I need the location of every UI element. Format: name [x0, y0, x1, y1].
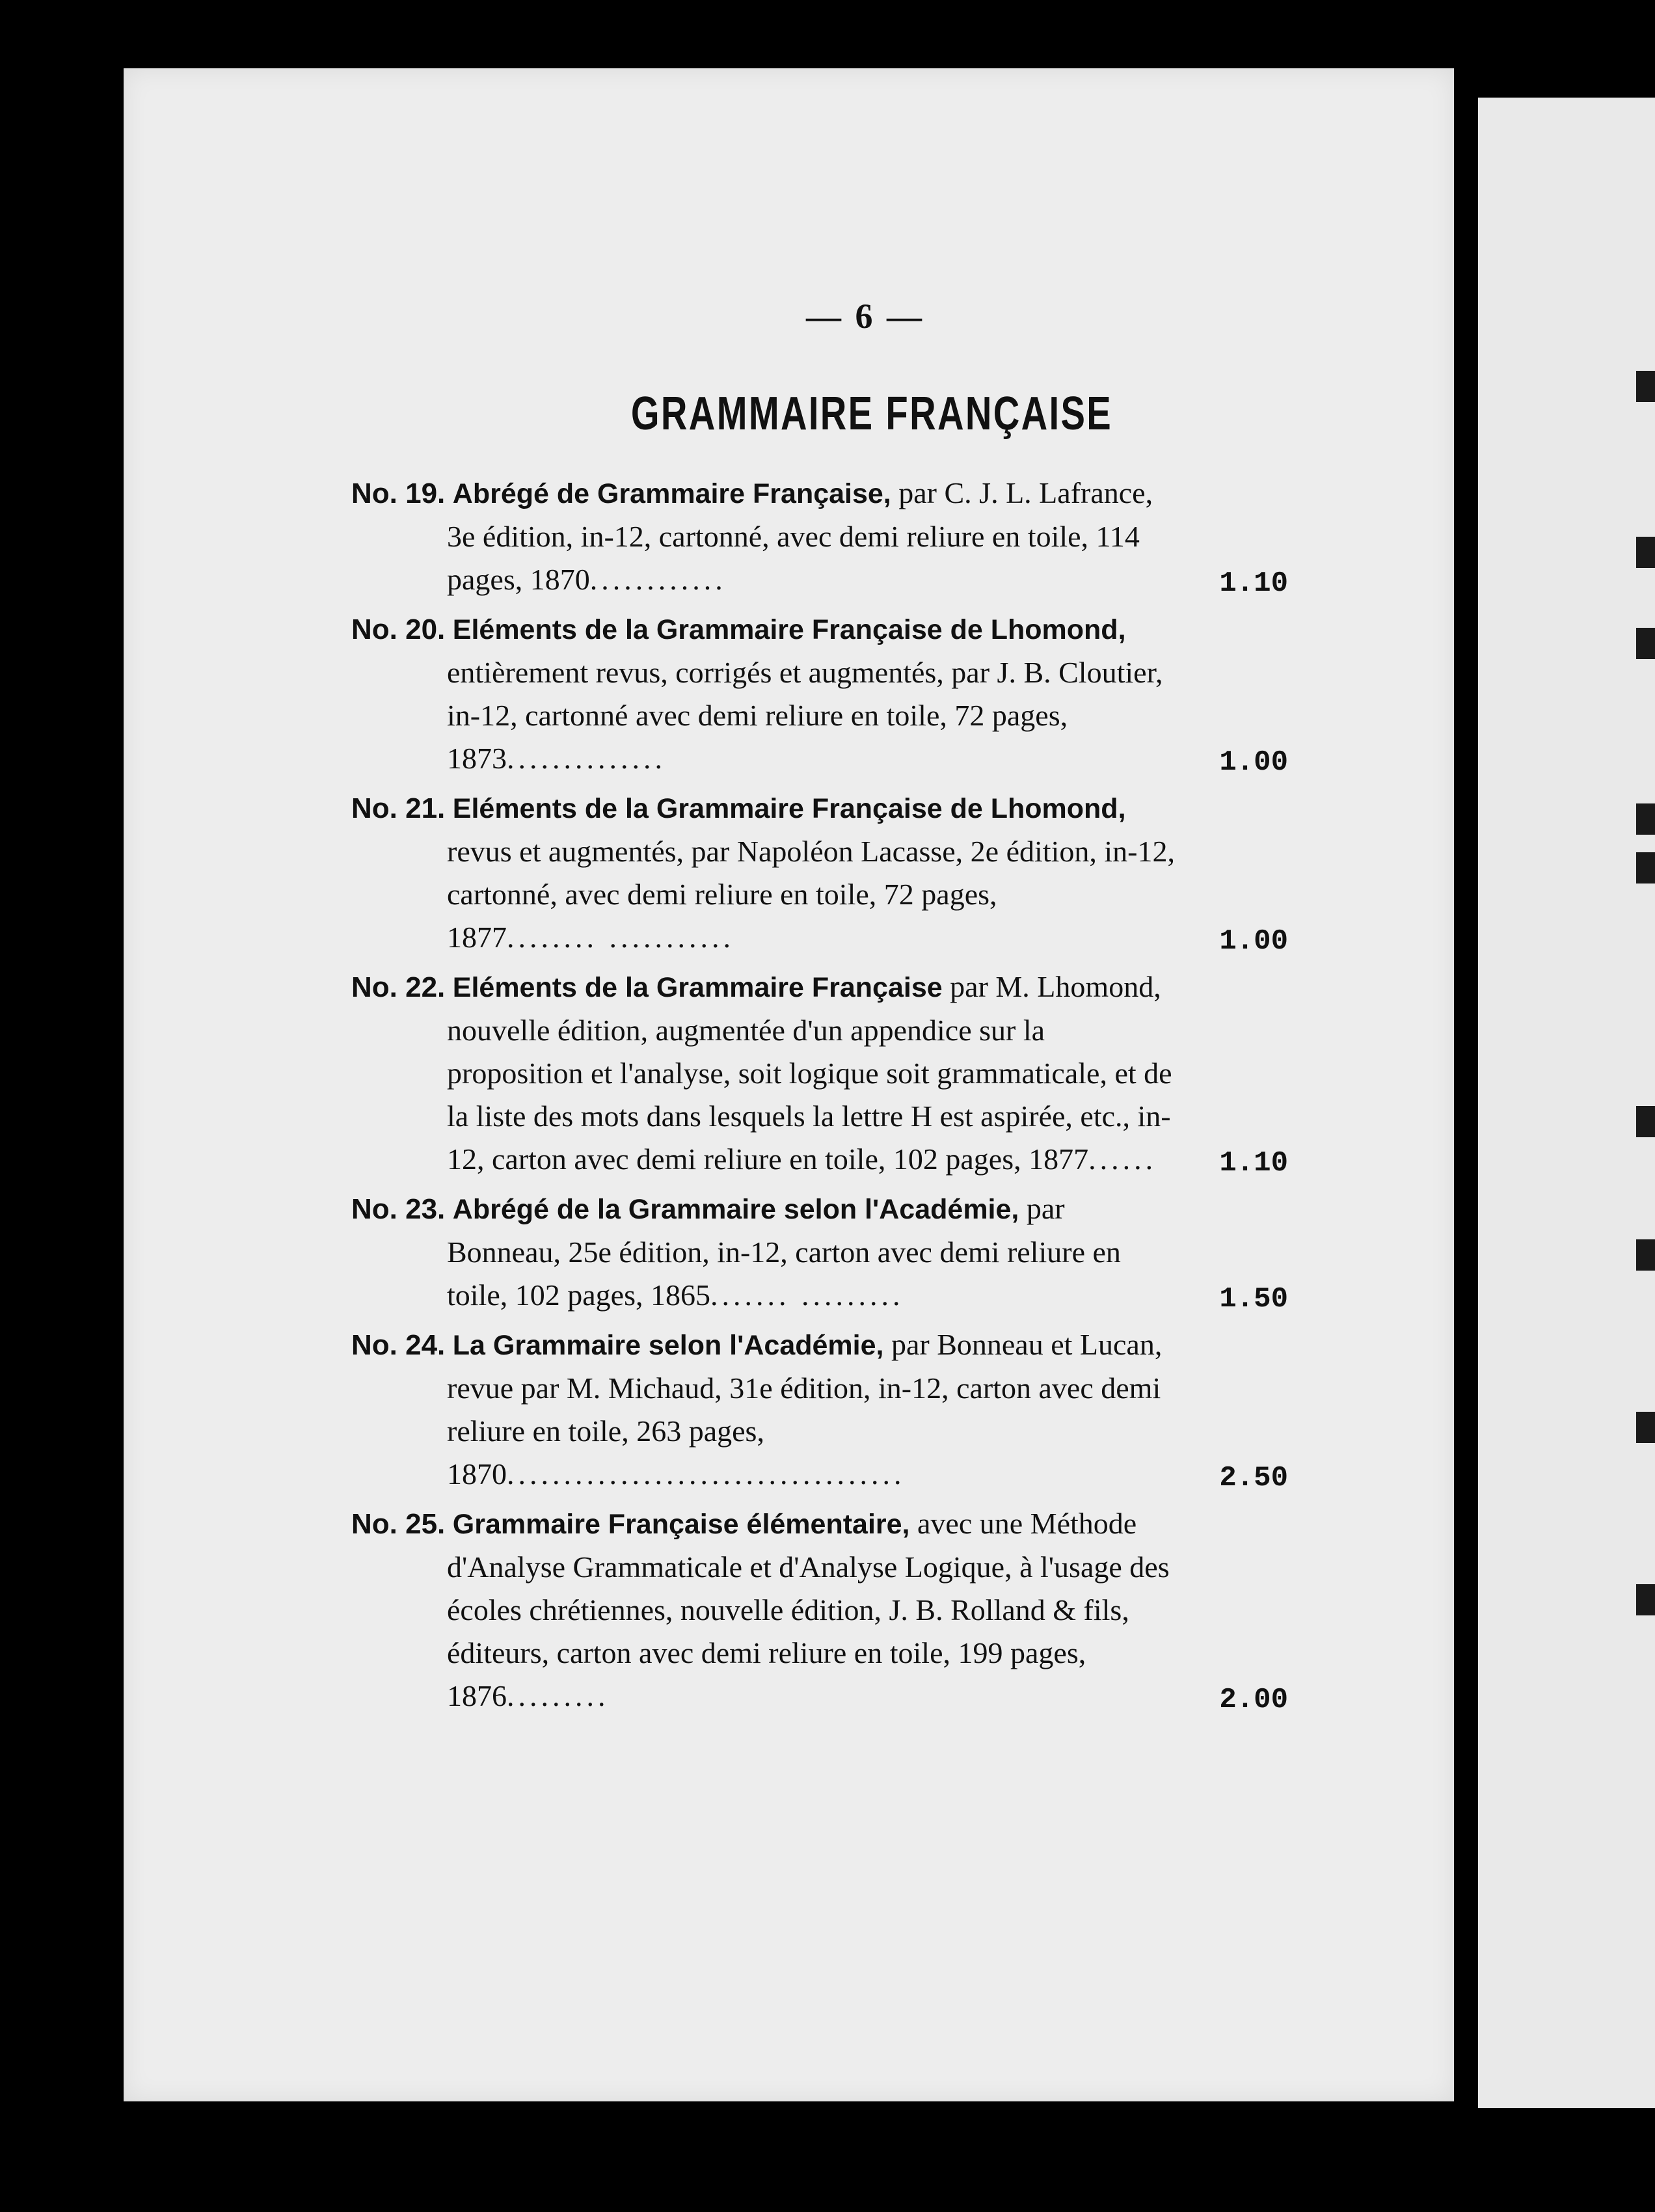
catalog-entries	[351, 472, 1288, 1724]
edge-mark	[1636, 537, 1655, 568]
entry-price: 1.10	[1219, 567, 1288, 600]
catalog-entry	[351, 787, 1288, 959]
entry-number: No. 24.	[351, 1329, 446, 1361]
entry-number: No. 19.	[351, 478, 446, 509]
entry-number: No. 25.	[351, 1508, 446, 1540]
entry-title: Eléments de la Grammaire Française de Lhomond,	[452, 614, 1126, 645]
entry-title: Eléments de la Grammaire Française de Lhomond,	[452, 793, 1126, 824]
section-title: GRAMMAIRE FRANÇAISE	[630, 388, 1113, 440]
entry-description: par C. J. L. Lafrance, 3e édition, in-12, cartonné, avec demi reliure en toile, 114 pages, 1870	[447, 476, 1153, 596]
edge-mark	[1636, 371, 1655, 402]
entry-title: Abrégé de Grammaire Française,	[452, 478, 891, 509]
entry-price: 1.00	[1219, 746, 1288, 779]
entry-title: Grammaire Française élémentaire,	[452, 1509, 910, 1540]
entry-price: 2.00	[1219, 1684, 1288, 1716]
entry-number: No. 21.	[351, 792, 446, 824]
dot-leader: ........ ...........	[507, 921, 734, 954]
entry-number: No. 23.	[351, 1193, 446, 1225]
edge-mark	[1636, 1412, 1655, 1443]
dot-leader: ...................................	[507, 1457, 906, 1490]
dot-leader: ..............	[507, 742, 666, 775]
entry-title: Eléments de la Grammaire Française	[452, 972, 943, 1003]
catalog-entry	[351, 1323, 1288, 1496]
entry-description: par M. Lhomond, nouvelle édition, augmentée d'un appendice sur la proposition et l'analyse, soit logique soit grammaticale, et de la liste des mots dans lesquels la lettre H est aspirée, etc., in-12, carton avec demi reliure en toile, 102 pages, 1877	[447, 970, 1172, 1176]
entry-price: 1.00	[1219, 925, 1288, 958]
entry-number: No. 22.	[351, 971, 446, 1003]
entry-title: Abrégé de la Grammaire selon l'Académie,	[452, 1194, 1019, 1225]
catalog-entry	[351, 608, 1288, 780]
entry-description: entièrement revus, corrigés et augmentés, par J. B. Cloutier, in-12, cartonné avec demi reliure en toile, 72 pages, 1873	[447, 656, 1163, 775]
catalog-entry	[351, 472, 1288, 601]
edge-mark	[1636, 628, 1655, 659]
dot-leader: ......	[1088, 1142, 1157, 1176]
edge-mark	[1636, 1106, 1655, 1137]
dot-leader: .........	[507, 1679, 610, 1712]
catalog-entry	[351, 965, 1288, 1181]
entry-price: 1.10	[1219, 1147, 1288, 1180]
entry-price: 2.50	[1219, 1462, 1288, 1494]
facing-page-edge	[1478, 98, 1655, 2108]
catalog-entry	[351, 1502, 1288, 1718]
entry-title: La Grammaire selon l'Académie,	[452, 1330, 884, 1361]
catalog-entry	[351, 1187, 1288, 1317]
entry-description: par Bonneau et Lucan, revue par M. Michaud, 31e édition, in-12, carton avec demi reliure en toile, 263 pages, 1870	[447, 1328, 1163, 1490]
entry-description: par Bonneau, 25e édition, in-12, carton avec demi reliure en toile, 102 pages, 1865	[447, 1192, 1121, 1312]
edge-mark	[1636, 803, 1655, 835]
edge-mark	[1636, 852, 1655, 883]
dot-leader: ....... .........	[710, 1278, 904, 1312]
facing-page-margin-marks	[1636, 0, 1655, 2212]
entry-description: avec une Méthode d'Analyse Grammaticale et d'Analyse Logique, à l'usage des écoles chrétiennes, nouvelle édition, J. B. Rolland & fils, éditeurs, carton avec demi reliure en toile, 199 pages, 1876	[447, 1507, 1170, 1712]
page-number: — 6 —	[806, 297, 924, 336]
entry-price: 1.50	[1219, 1283, 1288, 1315]
entry-number: No. 20.	[351, 614, 446, 645]
dot-leader: ............	[589, 563, 727, 596]
edge-mark	[1636, 1584, 1655, 1615]
edge-mark	[1636, 1239, 1655, 1271]
entry-description: revus et augmentés, par Napoléon Lacasse, 2e édition, in-12, cartonné, avec demi reliure en toile, 72 pages, 1877	[447, 835, 1175, 954]
